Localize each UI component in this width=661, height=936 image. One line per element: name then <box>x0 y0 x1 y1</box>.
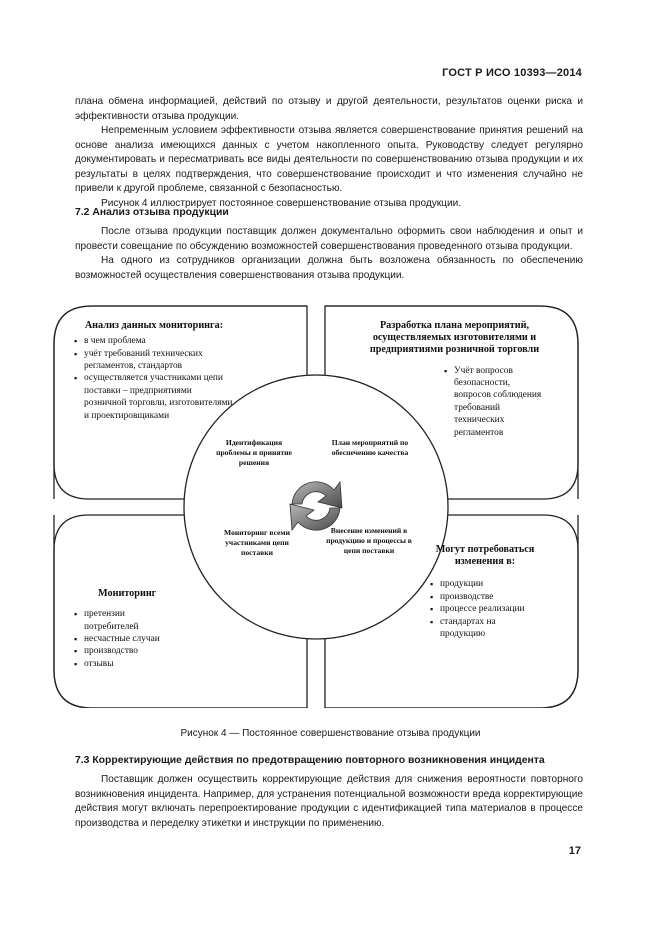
center-label-identification: Идентификация проблемы и принятие решения <box>216 438 292 468</box>
quadrant-top-left-title: Анализ данных мониторинга: <box>84 320 224 331</box>
figure-4-diagram <box>52 304 580 708</box>
quadrant-top-left <box>74 320 234 422</box>
list-item: ▪ производство <box>74 645 174 657</box>
figure-caption: Рисунок 4 — Постоянное совершенствование отзыва продукции <box>180 728 481 739</box>
quadrant-top-right-title: Разработка плана мероприятий, осуществляемых изготовителями и предприятиями розничной торговли <box>369 320 540 356</box>
text-block-7-2 <box>75 225 583 283</box>
paragraph-responsibility: На одного из сотрудников организации должна быть возложена обязанность по обеспечению возможностей осуществления совершенствования отзыва продукции. <box>75 255 583 281</box>
paragraph-corrective-actions: Поставщик должен осуществить корректирующие действия для снижения вероятности повторного возникновения инцидента. Например, для устранения потенциальной возможности вреда корректирующие действия могут включать перепроектирование продукции с идентификацией типа материалов в процессе производства и переделку этикетки и инструкции по применению. <box>75 774 583 829</box>
text-block-7-3 <box>75 773 583 831</box>
quadrant-bottom-right <box>430 544 560 640</box>
quadrant-top-left-list <box>74 335 234 422</box>
text-block-top <box>75 95 583 211</box>
list-item: ▪ отзывы <box>74 658 174 670</box>
page-number: 17 <box>568 845 581 857</box>
paragraph-figure-reference: Рисунок 4 иллюстрирует постоянное совершенствование отзыва продукции. <box>101 197 462 209</box>
list-item: ▪ осуществляется участниками цепи поставки – предприятиями розничной торговли, изготовителями и проектировщиками <box>74 372 234 422</box>
center-label-changes: Внесение изменений в продукцию и процессы в цепи поставки <box>326 526 412 556</box>
center-label-action-plan: План мероприятий по обеспечению качества <box>331 438 409 458</box>
center-label-monitoring: Мониторинг всеми участниками цепи поставки <box>224 528 290 558</box>
quadrant-bottom-left <box>74 588 224 670</box>
quadrant-top-right <box>352 320 557 439</box>
list-item: ▪ Учёт вопросов безопасности, вопросов соблюдения требований технических регламентов <box>444 365 544 439</box>
section-heading-7-2: 7.2 Анализ отзыва продукции <box>75 207 229 218</box>
paragraph-improvement-condition: Непременным условием эффективности отзыва является совершенствование принятия решений на основе анализа имеющихся данных с учетом накопленного опыта. Руководству следует регулярно документировать и пересматривать все виды деятельности по совершенствованию отзыва продукции и их результаты в целях подтверждения, что совершенствование происходит и что изменения случайно не привели к другой проблеме, связанной с безопасностью. <box>75 125 583 194</box>
list-item: ▪ продукции <box>430 578 525 590</box>
paragraph-plan-exchange: плана обмена информацией, действий по отзыву и другой деятельности, результатов оценки риска и эффективности отзыва продукции. <box>75 96 583 122</box>
quadrant-bottom-left-title: Мониторинг <box>98 588 157 599</box>
paragraph-after-recall: После отзыва продукции поставщик должен документально оформить свои наблюдения и опыт и провести совещание по обсуждению возможностей совершенствования проведенного отзыва продукции. <box>75 226 583 252</box>
list-item: ▪ в чем проблема <box>74 335 234 347</box>
document-code-header: ГОСТ Р ИСО 10393—2014 <box>442 67 582 79</box>
list-item: ▪ учёт требований технических регламентов, стандартов <box>74 348 234 373</box>
quadrant-bottom-left-list <box>74 608 174 670</box>
section-heading-7-3: 7.3 Корректирующие действия по предотвращению повторного возникновения инцидента <box>75 755 545 766</box>
list-item: ▪ производстве <box>430 591 525 603</box>
list-item: ▪ несчастные случаи <box>74 633 174 645</box>
quadrant-bottom-right-list <box>430 578 525 640</box>
quadrant-bottom-right-title: Могут потребоваться изменения в: <box>435 544 535 568</box>
list-item: ▪ претензии потребителей <box>74 608 174 633</box>
quadrant-top-right-list <box>444 365 544 439</box>
list-item: ▪ процессе реализации <box>430 603 525 615</box>
list-item: ▪ стандартах на продукцию <box>430 616 525 641</box>
